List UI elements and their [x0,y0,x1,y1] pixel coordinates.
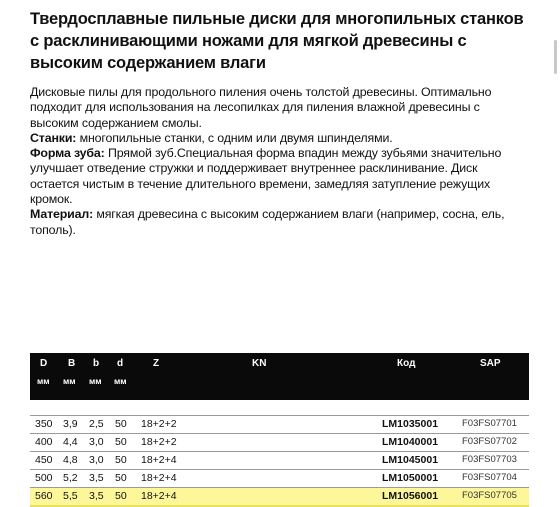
cell-d-lower: 50 [115,490,127,502]
table-row [30,488,529,507]
cell-sap: F03FS07703 [462,454,517,465]
cell-b-upper: 5,5 [63,490,78,502]
cell-d-lower: 50 [115,454,127,466]
header-z: Z [153,358,160,369]
description-text: Дисковые пилы для продольного пиления очень толстой древесины. Оптимально подходит для использования на лесопилках для пиления влажной древесины с высоким содержанием смолы. [30,85,492,130]
cell-sap: F03FS07704 [462,472,517,483]
cell-b-lower: 3,0 [89,454,104,466]
cell-z: 18+2+2 [141,418,177,430]
tooth-label: Форма зуба: [30,146,105,161]
header-kod: Код [397,358,416,369]
cell-d: 560 [35,490,53,502]
cell-sap: F03FS07702 [462,436,517,447]
cell-d-lower: 50 [115,472,127,484]
header-b-upper: B [68,358,76,369]
machines-text: многопильные станки, с одним или двумя шпинделями. [76,130,393,145]
cell-d-lower: 50 [115,418,127,430]
product-description [30,85,525,238]
tooth-line [30,146,525,207]
tooth-text: Прямой зуб.Специальная форма впадин между зубьями значительно улучшает отведение стружки и поддерживает внутреннее расклинивание. Диск остается чистым в течение длительного времени, замедляя затупление режущих кромок. [30,146,502,207]
material-line [30,207,525,238]
cell-d: 350 [35,418,53,430]
table-row [30,416,529,434]
machines-label: Станки: [30,130,77,145]
cell-z: 18+2+4 [141,490,177,502]
table-spacer [30,400,529,416]
spec-table [30,353,529,507]
cell-z: 18+2+4 [141,454,177,466]
cell-kod: LM1050001 [382,472,439,484]
cell-b-lower: 3,5 [89,472,104,484]
scrollbar[interactable] [554,40,557,74]
cell-d-lower: 50 [115,436,127,448]
header-b-lower: b [93,358,100,369]
page-title: Твердосплавные пильные диски для многопильных станков с расклинивающими ножами для мягкой древесины с высоким содержанием влаги [30,10,524,72]
cell-b-upper: 5,2 [63,472,78,484]
cell-z: 18+2+2 [141,436,177,448]
cell-b-upper: 3,9 [63,418,78,430]
table-row [30,452,529,470]
table-row [30,434,529,452]
header-kn: KN [252,358,267,369]
cell-b-lower: 3,0 [89,436,104,448]
material-text: мягкая древесина с высоким содержанием влаги (например, сосна, ель, тополь). [30,207,505,237]
unit-b-upper: мм [63,376,76,386]
header-d: D [40,358,48,369]
header-d-lower: d [117,358,124,369]
table-row [30,470,529,488]
cell-kod: LM1056001 [382,490,439,502]
cell-kod: LM1045001 [382,454,439,466]
table-header [30,353,529,400]
cell-sap: F03FS07701 [462,418,517,429]
cell-kod: LM1035001 [382,418,439,430]
material-label: Материал: [30,207,94,222]
cell-d: 450 [35,454,53,466]
cell-b-upper: 4,8 [63,454,78,466]
cell-b-upper: 4,4 [63,436,78,448]
table-body [30,416,529,507]
cell-d: 400 [35,436,53,448]
unit-d: мм [37,376,50,386]
machines-line [30,131,525,146]
cell-z: 18+2+4 [141,472,177,484]
unit-d-lower: мм [114,376,127,386]
cell-b-lower: 3,5 [89,490,104,502]
cell-sap: F03FS07705 [462,490,517,501]
header-sap: SAP [480,358,501,369]
unit-b-lower: мм [89,376,102,386]
cell-d: 500 [35,472,53,484]
cell-kod: LM1040001 [382,436,439,448]
cell-b-lower: 2,5 [89,418,104,430]
